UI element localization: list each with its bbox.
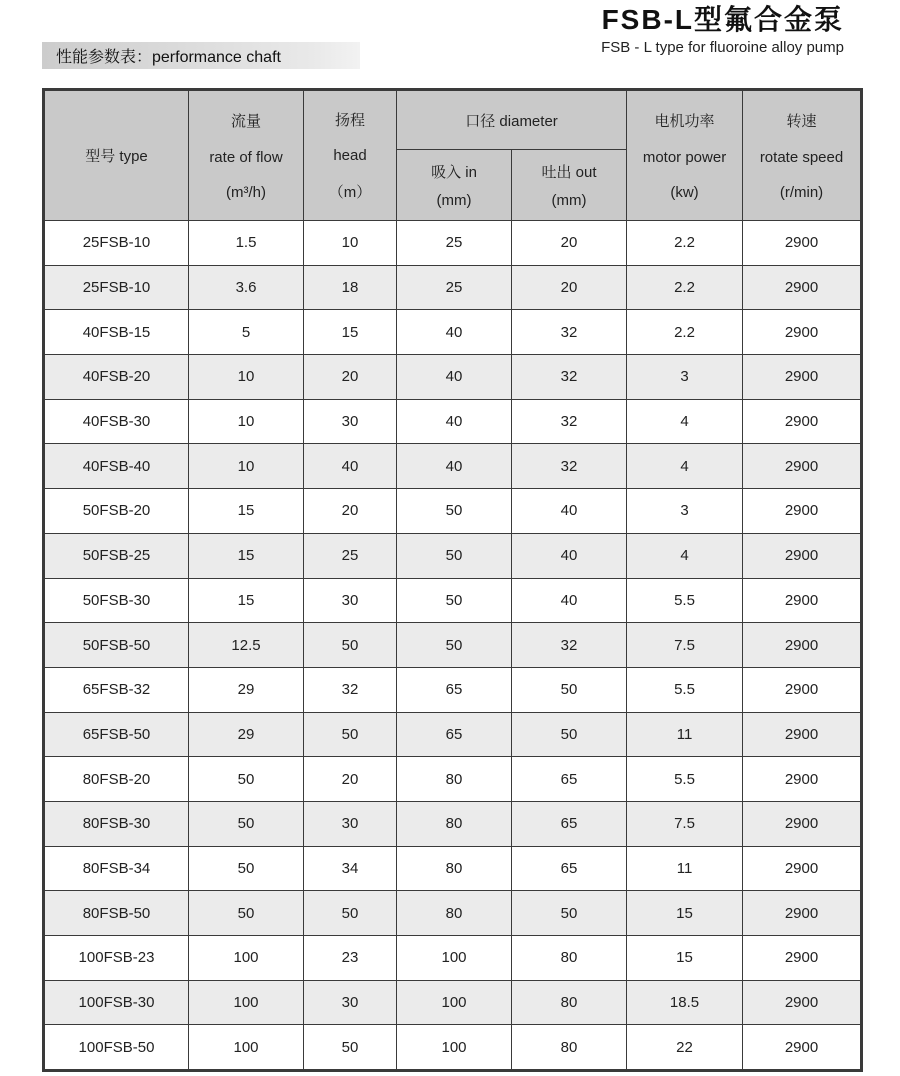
table-cell: 29 — [189, 712, 304, 757]
table-cell: 100 — [189, 980, 304, 1025]
table-cell: 2900 — [743, 221, 862, 266]
table-cell: 50 — [304, 712, 397, 757]
table-cell: 15 — [189, 533, 304, 578]
table-cell: 2900 — [743, 891, 862, 936]
table-cell: 4 — [627, 444, 743, 489]
header-discharge — [512, 150, 627, 221]
table-row — [44, 623, 862, 668]
table-cell: 2900 — [743, 712, 862, 757]
table-cell: 32 — [512, 623, 627, 668]
table-cell: 100 — [189, 936, 304, 981]
table-cell: 80 — [512, 936, 627, 981]
table-row — [44, 578, 862, 623]
table-cell: 4 — [627, 399, 743, 444]
header-power-cn: 电机功率 — [654, 112, 715, 130]
table-cell: 50 — [189, 801, 304, 846]
table-cell: 2.2 — [627, 221, 743, 266]
table-cell: 25 — [397, 265, 512, 310]
table-cell: 2.2 — [627, 265, 743, 310]
table-cell: 10 — [189, 355, 304, 400]
table-cell: 29 — [189, 667, 304, 712]
table-cell: 5.5 — [627, 667, 743, 712]
table-cell: 10 — [304, 221, 397, 266]
table-cell: 50 — [304, 623, 397, 668]
header-head-unit: （m） — [328, 184, 372, 202]
table-cell: 30 — [304, 578, 397, 623]
section-label: 性能参数表：performance chaft — [56, 49, 281, 66]
table-cell: 32 — [512, 444, 627, 489]
table-cell: 50 — [189, 846, 304, 891]
table-row — [44, 667, 862, 712]
table-row — [44, 355, 862, 400]
table-cell: 10 — [189, 444, 304, 489]
table-cell: 50 — [512, 712, 627, 757]
table-cell: 32 — [512, 355, 627, 400]
table-row — [44, 891, 862, 936]
table-cell: 65 — [397, 712, 512, 757]
table-cell: 65 — [512, 801, 627, 846]
table-cell: 65FSB-50 — [44, 712, 189, 757]
table-cell: 25 — [304, 533, 397, 578]
table-cell: 100 — [397, 980, 512, 1025]
table-cell: 30 — [304, 399, 397, 444]
table-cell: 50 — [304, 1025, 397, 1071]
table-cell: 40FSB-15 — [44, 310, 189, 355]
table-cell: 7.5 — [627, 623, 743, 668]
table-row — [44, 221, 862, 266]
page-title: FSB-L型氟合金泵 — [601, 4, 844, 35]
table-cell: 18.5 — [627, 980, 743, 1025]
table-cell: 40 — [397, 444, 512, 489]
header-head-en: head — [333, 147, 367, 164]
table-row — [44, 936, 862, 981]
table-cell: 50 — [189, 757, 304, 802]
header-flow-en: rate of flow — [209, 149, 283, 166]
table-cell: 50 — [397, 533, 512, 578]
header-suction — [397, 150, 512, 221]
table-row — [44, 846, 862, 891]
table-cell: 50 — [512, 667, 627, 712]
table-cell: 40FSB-30 — [44, 399, 189, 444]
table-cell: 15 — [189, 578, 304, 623]
table-cell: 23 — [304, 936, 397, 981]
table-cell: 65 — [397, 667, 512, 712]
header-diameter-label: 口径 diameter — [465, 112, 558, 130]
table-cell: 40 — [397, 310, 512, 355]
table-cell: 50 — [397, 623, 512, 668]
table-cell: 30 — [304, 980, 397, 1025]
header-suction-label: 吸入 in — [431, 164, 477, 182]
table-cell: 40 — [512, 489, 627, 534]
table-cell: 32 — [512, 399, 627, 444]
table-cell: 100FSB-50 — [44, 1025, 189, 1071]
table-cell: 22 — [627, 1025, 743, 1071]
table-cell: 25 — [397, 221, 512, 266]
table-cell: 15 — [627, 891, 743, 936]
table-cell: 2900 — [743, 801, 862, 846]
table-cell: 20 — [304, 489, 397, 534]
table-cell: 50 — [304, 891, 397, 936]
table-cell: 2900 — [743, 355, 862, 400]
table-row — [44, 444, 862, 489]
header-speed-cn: 转速 — [786, 112, 817, 130]
header-power-unit: (kw) — [670, 184, 699, 202]
table-cell: 80FSB-50 — [44, 891, 189, 936]
table-row — [44, 399, 862, 444]
table-cell: 25FSB-10 — [44, 221, 189, 266]
table-cell: 2900 — [743, 1025, 862, 1071]
header-type — [44, 90, 189, 221]
table-cell: 20 — [304, 355, 397, 400]
performance-table — [42, 88, 863, 1072]
table-cell: 2900 — [743, 623, 862, 668]
table-cell: 50 — [397, 489, 512, 534]
header-discharge-label: 吐出 out — [541, 164, 597, 182]
table-cell: 15 — [304, 310, 397, 355]
table-cell: 20 — [304, 757, 397, 802]
table-cell: 2900 — [743, 310, 862, 355]
table-cell: 80 — [397, 801, 512, 846]
table-cell: 5 — [189, 310, 304, 355]
table-cell: 15 — [627, 936, 743, 981]
table-cell: 50FSB-25 — [44, 533, 189, 578]
table-cell: 32 — [512, 310, 627, 355]
header-flow-cn: 流量 — [230, 112, 261, 130]
table-cell: 2900 — [743, 399, 862, 444]
table-row — [44, 1025, 862, 1071]
table-cell: 50 — [397, 578, 512, 623]
table-cell: 2900 — [743, 936, 862, 981]
table-cell: 80 — [397, 846, 512, 891]
header-power-en: motor power — [642, 149, 727, 166]
table-cell: 65 — [512, 846, 627, 891]
table-cell: 80 — [397, 757, 512, 802]
table-cell: 50FSB-50 — [44, 623, 189, 668]
header-speed-unit: (r/min) — [779, 184, 824, 202]
table-cell: 50FSB-20 — [44, 489, 189, 534]
header-suction-unit: (mm) — [436, 191, 472, 209]
table-cell: 20 — [512, 265, 627, 310]
table-cell: 5.5 — [627, 578, 743, 623]
header-speed-en: rotate speed — [759, 149, 844, 166]
header-flow — [189, 90, 304, 221]
header-type-label: 型号 type — [85, 148, 148, 165]
table-cell: 100 — [397, 936, 512, 981]
table-cell: 2900 — [743, 578, 862, 623]
table-cell: 2900 — [743, 846, 862, 891]
section-header-strip — [42, 42, 360, 69]
table-cell: 80 — [512, 1025, 627, 1071]
table-cell: 30 — [304, 801, 397, 846]
header-power — [627, 90, 743, 221]
header-speed — [743, 90, 862, 221]
table-cell: 12.5 — [189, 623, 304, 668]
page-title-block — [601, 4, 844, 58]
table-cell: 40FSB-20 — [44, 355, 189, 400]
table-cell: 2900 — [743, 265, 862, 310]
table-cell: 5.5 — [627, 757, 743, 802]
table-cell: 11 — [627, 846, 743, 891]
table-cell: 40 — [397, 355, 512, 400]
table-cell: 40FSB-40 — [44, 444, 189, 489]
table-row — [44, 533, 862, 578]
table-row — [44, 265, 862, 310]
table-cell: 80FSB-30 — [44, 801, 189, 846]
table-cell: 2.2 — [627, 310, 743, 355]
table-header — [44, 90, 862, 221]
table-row — [44, 310, 862, 355]
table-cell: 10 — [189, 399, 304, 444]
table-row — [44, 757, 862, 802]
table-cell: 32 — [304, 667, 397, 712]
table-body — [44, 221, 862, 1071]
table-cell: 50 — [189, 891, 304, 936]
table-cell: 2900 — [743, 757, 862, 802]
table-cell: 80 — [512, 980, 627, 1025]
table-cell: 80FSB-34 — [44, 846, 189, 891]
table-cell: 2900 — [743, 980, 862, 1025]
table-cell: 34 — [304, 846, 397, 891]
table-cell: 80 — [397, 891, 512, 936]
header-flow-unit: (m³/h) — [226, 184, 266, 202]
table-row — [44, 980, 862, 1025]
header-diameter — [397, 90, 627, 150]
table-cell: 40 — [512, 533, 627, 578]
table-cell: 100 — [397, 1025, 512, 1071]
table-cell: 100 — [189, 1025, 304, 1071]
table-cell: 65 — [512, 757, 627, 802]
table-cell: 2900 — [743, 489, 862, 534]
table-cell: 20 — [512, 221, 627, 266]
table-cell: 2900 — [743, 667, 862, 712]
page-subtitle: FSB - L type for fluoroine alloy pump — [601, 39, 844, 56]
table-cell: 3 — [627, 355, 743, 400]
table-cell: 100FSB-23 — [44, 936, 189, 981]
table-row — [44, 489, 862, 534]
table-row — [44, 801, 862, 846]
table-row — [44, 712, 862, 757]
table-cell: 3 — [627, 489, 743, 534]
table-cell: 2900 — [743, 533, 862, 578]
table-cell: 4 — [627, 533, 743, 578]
table-cell: 25FSB-10 — [44, 265, 189, 310]
table-cell: 40 — [304, 444, 397, 489]
table-cell: 7.5 — [627, 801, 743, 846]
table-cell: 40 — [397, 399, 512, 444]
table-cell: 65FSB-32 — [44, 667, 189, 712]
table-cell: 40 — [512, 578, 627, 623]
table-cell: 50FSB-30 — [44, 578, 189, 623]
table-cell: 3.6 — [189, 265, 304, 310]
table-cell: 15 — [189, 489, 304, 534]
table-cell: 11 — [627, 712, 743, 757]
table-cell: 50 — [512, 891, 627, 936]
header-discharge-unit: (mm) — [551, 191, 587, 209]
table-cell: 100FSB-30 — [44, 980, 189, 1025]
table-cell: 80FSB-20 — [44, 757, 189, 802]
table-cell: 2900 — [743, 444, 862, 489]
header-head-cn: 扬程 — [334, 111, 365, 129]
table-cell: 1.5 — [189, 221, 304, 266]
table-cell: 18 — [304, 265, 397, 310]
header-head — [304, 90, 397, 221]
